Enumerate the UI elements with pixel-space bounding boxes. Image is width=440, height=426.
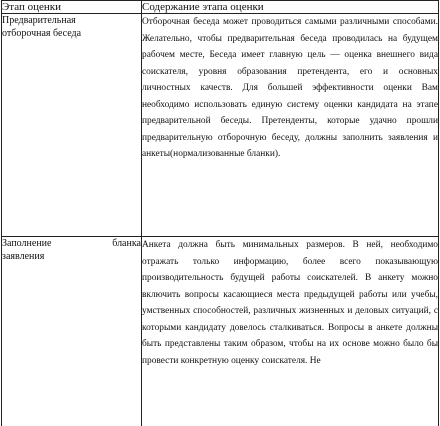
stage-cell: [2, 237, 142, 426]
table-row: [2, 237, 439, 426]
stage-name-line: Заполнение бланка: [2, 238, 141, 249]
stage-name-line: заявления: [2, 251, 45, 262]
evaluation-stages-table: [1, 0, 439, 426]
stage-description: Отборочная беседа может проводиться самыми различными способами. Желательно, чтобы предварительная беседа проводилась на будущем рабочем месте, Беседа имеет главную цель — оценка внешнего вида соискателя, уровня образования претендента, его и основных личностных качеств. Для большей эффективности оценки Вам необходимо использовать единую систему оценки кандидата на этапе предварительной беседы. Претенденты, которые удачно прошли предварительную отборочную беседу, должны заполнить заявления и анкеты(нормализованные бланки).: [142, 14, 439, 237]
table-row: [2, 14, 439, 237]
header-content: Содержание этапа оценки: [142, 1, 439, 14]
stage-name-line: отборочная беседа: [2, 28, 82, 39]
table-header-row: [2, 1, 439, 14]
header-stage: Этап оценки: [2, 1, 142, 14]
stage-name-line: Предварительная: [2, 15, 76, 26]
stage-cell: [2, 14, 142, 237]
stage-description: Анкета должна быть минимальных размеров. В ней, необходимо отражать только информацию, более всего показывающую производительность будущей работы соискателей. В анкету можно включить вопросы касающиеся места предыдущей работы или учебы, умственных способностей, различных жизненных и деловых ситуаций, с которыми кандидату довелось сталкиваться. Вопросы в анкете должны быть представлены таким образом, чтобы на их основе можно было бы провести конкретную оценку соискателя. Не: [142, 237, 439, 426]
